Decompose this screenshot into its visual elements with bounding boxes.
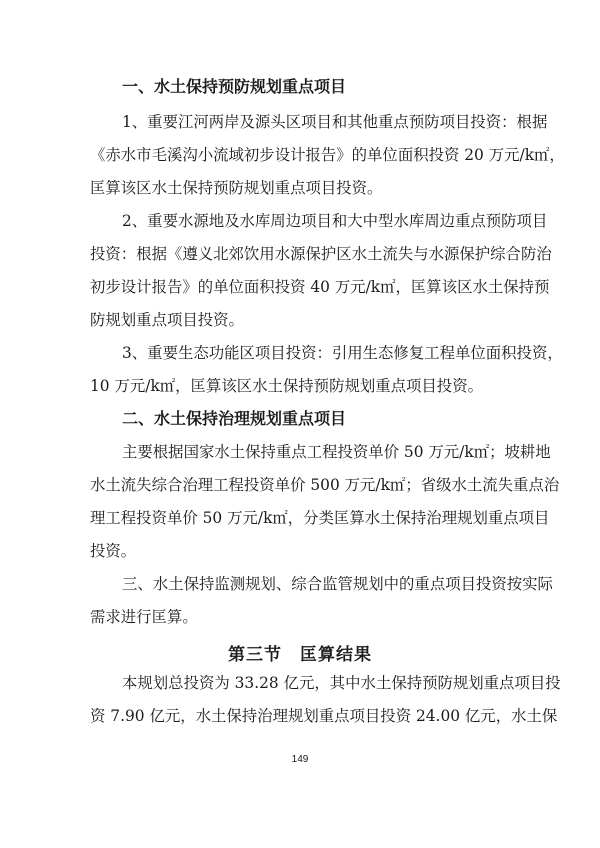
section-title: 第三节 匡算结果	[228, 645, 372, 665]
item-2-line-3: 初步设计报告》的单位面积投资 40 万元/k㎡，匡算该区水土保持预	[90, 278, 550, 296]
para-4-line-2: 资 7.90 亿元，水土保持治理规划重点项目投资 24.00 亿元，水土保	[90, 707, 558, 725]
item-3-line-2: 10 万元/k㎡，匡算该区水土保持预防规划重点项目投资。	[90, 377, 483, 395]
item-2-line-1: 2、重要水源地及水库周边项目和大中型水库周边重点预防项目	[122, 212, 548, 230]
item-1-line-2: 《赤水市毛溪沟小流域初步设计报告》的单位面积投资 20 万元/k㎡，	[90, 146, 565, 164]
para-3-line-2: 需求进行匡算。	[90, 608, 198, 626]
item-2-line-4: 防规划重点项目投资。	[90, 311, 244, 329]
page-number: 149	[291, 754, 309, 765]
para-4-line-1: 本规划总投资为 33.28 亿元，其中水土保持预防规划重点项目投	[122, 674, 561, 692]
para-2-line-3: 理工程投资单价 50 万元/k㎡，分类匡算水土保持治理规划重点项目	[90, 509, 550, 527]
item-3-line-1: 3、重要生态功能区项目投资：引用生态修复工程单位面积投资，	[122, 344, 563, 362]
para-2-line-1: 主要根据国家水土保持重点工程投资单价 50 万元/k㎡；坡耕地	[122, 443, 551, 461]
para-2-line-4: 投资。	[90, 542, 137, 560]
item-1-line-1: 1、重要江河两岸及源头区项目和其他重点预防项目投资：根据	[122, 113, 548, 131]
item-1-line-3: 匡算该区水土保持预防规划重点项目投资。	[90, 179, 383, 197]
para-2-line-2: 水土流失综合治理工程投资单价 500 万元/k㎡；省级水土流失重点治	[90, 476, 560, 494]
item-2-line-2: 投资：根据《遵义北郊饮用水源保护区水土流失与水源保护综合防治	[90, 245, 552, 263]
heading-prevention-projects: 一、水土保持预防规划重点项目	[122, 77, 347, 96]
heading-treatment-projects: 二、水土保持治理规划重点项目	[122, 409, 347, 428]
para-3-line-1: 三、水土保持监测规划、综合监管规划中的重点项目投资按实际	[122, 575, 553, 593]
